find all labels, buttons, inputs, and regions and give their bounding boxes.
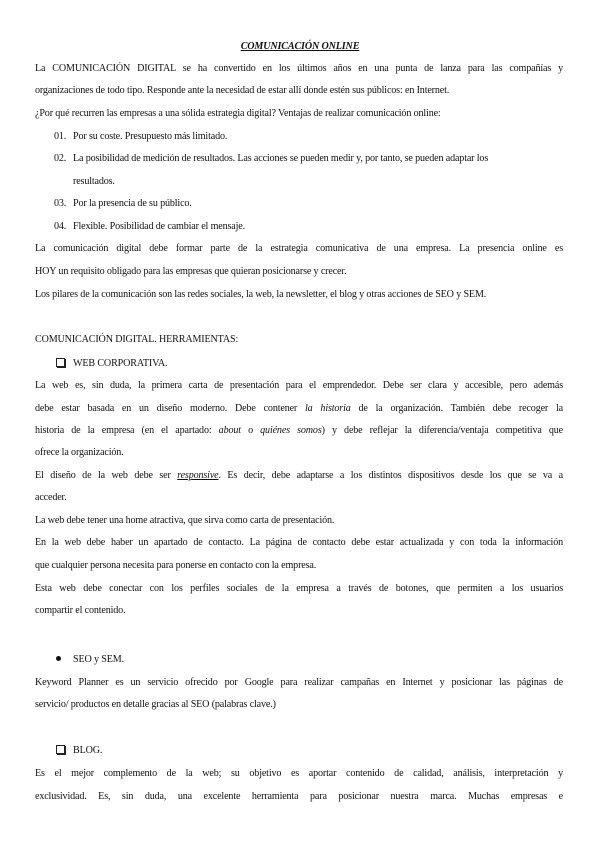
paragraph-line: servicio/ productos en detalle gracias al SEO (palabras clave.) — [35, 699, 276, 710]
paragraph-line: acceder. — [35, 492, 67, 503]
subsection-heading-seo: SEO y SEM. — [73, 654, 124, 665]
paragraph-line: La web debe tener una home atractiva, que sirva como carta de presentación. — [35, 515, 335, 526]
subsection-heading-blog: BLOG. — [73, 745, 103, 756]
paragraph-line: HOY un requisito obligado para las empresas que quieran posicionarse y crecer. — [35, 266, 347, 277]
list-number: 04. — [54, 221, 67, 232]
paragraph-line: Esta web debe conectar con los perfiles sociales de la empresa a través de botones, que permiten a los usuarios — [35, 583, 563, 594]
list-item-continuation: resultados. — [73, 176, 115, 187]
list-item: Por la presencia de su público. — [73, 198, 192, 209]
paragraph-line: exclusividad. Es, sin duda, una excelente herramienta para posicionar nuestra marca. Muchas empresas e — [35, 791, 563, 802]
list-item: Flexible. Posibilidad de cambiar el mensaje. — [73, 221, 245, 232]
paragraph-line: Keyword Planner es un servicio ofrecido por Google para realizar campañas en Internet y posicionar las páginas de — [35, 677, 563, 688]
paragraph-line: Es el mejor complemento de la web; su objetivo es aportar contenido de calidad, análisis, interpretación y — [35, 768, 563, 779]
paragraph-line: Los pilares de la comunicación son las redes sociales, la web, la newsletter, el blog y otras acciones de SEO y SEM. — [35, 289, 487, 300]
paragraph-line: ofrece la organización. — [35, 447, 124, 458]
list-item: La posibilidad de medición de resultados. Las acciones se pueden medir y, por tanto, se pueden adaptar los — [73, 153, 489, 164]
list-number: 03. — [54, 198, 67, 209]
section-heading: COMUNICACIÓN DIGITAL. HERRAMIENTAS: — [35, 334, 239, 345]
paragraph-line: El diseño de la web debe ser responsive. Es decir, debe adaptarse a los distintos dispositivos desde los que se va a — [35, 470, 563, 481]
subsection-heading-web: WEB CORPORATIVA. — [73, 358, 168, 369]
list-number: 02. — [54, 153, 67, 164]
checkbox-bullet-icon — [56, 744, 65, 757]
paragraph-line: que cualquier persona necesita para ponerse en contacto con la empresa. — [35, 560, 317, 571]
page-title: COMUNICACIÓN ONLINE — [240, 41, 360, 52]
list-item: Por su coste. Presupuesto más limitado. — [73, 131, 228, 142]
paragraph-line: La web es, sin duda, la primera carta de presentación para el emprendedor. Debe ser clara y accesible, pero además — [35, 380, 563, 391]
paragraph-line: compartir el contenido. — [35, 605, 126, 616]
paragraph-line: debe estar basada en un diseño moderno. Debe contener la historia de la organización. También debe recoger la — [35, 403, 563, 414]
checkbox-bullet-icon — [56, 357, 65, 370]
intro-line: organizaciones de todo tipo. Responde ante la necesidad de estar allí donde estén sus públicos: en Internet. — [35, 85, 450, 96]
intro-line: La COMUNICACIÓN DIGITAL se ha convertido en los últimos años en una punta de lanza para las compañías y — [35, 63, 563, 74]
dot-bullet-icon — [56, 653, 61, 666]
paragraph-line: La comunicación digital debe formar parte de la estrategia comunicativa de una empresa. La presencia online es — [35, 243, 563, 254]
paragraph-line: En la web debe haber un apartado de contacto. La página de contacto debe estar actualizada y con toda la información — [35, 537, 563, 548]
list-number: 01. — [54, 131, 67, 142]
intro-question: ¿Por qué recurren las empresas a una sólida estrategia digital? Ventajas de realizar comunicación online: — [35, 108, 441, 119]
paragraph-line: historia de la empresa (en el apartado: about o quiénes somos) y debe reflejar la diferencia/ventaja competitiva que — [35, 425, 563, 436]
